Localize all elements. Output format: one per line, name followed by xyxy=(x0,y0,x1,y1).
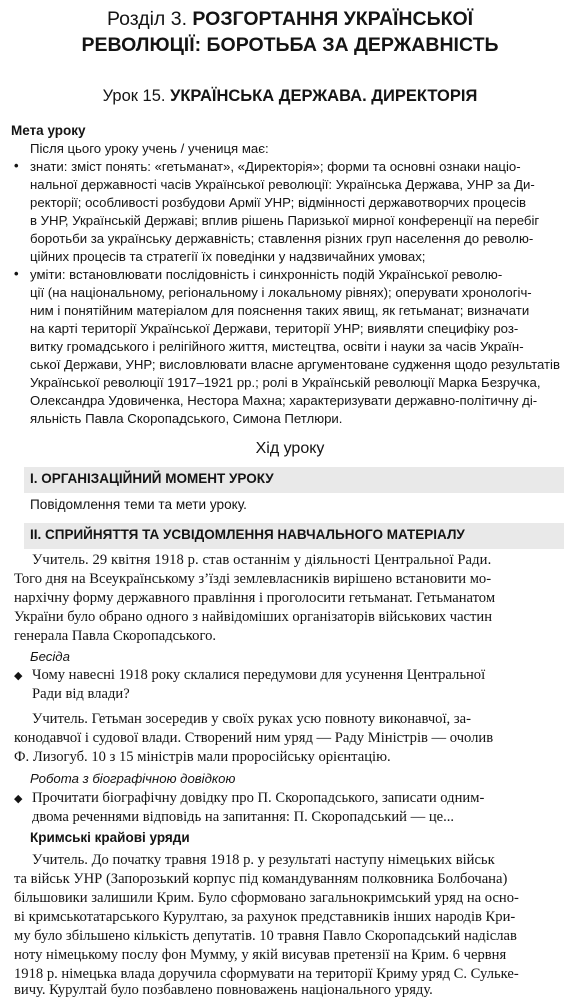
skills-line: яльність Павла Скоропадського, Симона Петлюри. xyxy=(30,411,343,426)
lesson-name: УКРАЇНСЬКА ДЕРЖАВА. ДИРЕКТОРІЯ xyxy=(170,87,478,105)
skills-line: уміти: встановлювати послідовність і синхронність подій Української револю- xyxy=(30,267,503,282)
chapter-title-line1: РОЗГОРТАННЯ УКРАЇНСЬКОЇ xyxy=(192,8,474,30)
bullet-skills: • xyxy=(14,266,19,281)
para-line: та військ УНР (Запорозький корпус під командуванням полковника Болбочана) xyxy=(14,871,508,887)
section1-text: Повідомлення теми та мети уроку. xyxy=(30,497,247,512)
skills-line: на карті території Української Держави, території УНР; виявляти специфіку роз- xyxy=(30,321,519,336)
skills-line: ції (на національному, регіональному і локальному рівнях); оперувати хронологіч- xyxy=(30,285,532,300)
goal-intro: Після цього уроку учень / учениця має: xyxy=(30,141,269,156)
para-line: Учитель. Гетьман зосередив у своїх руках усю повноту виконавчої, за- xyxy=(32,711,471,727)
para-line: України було обрано одного з найвідоміших організаторів військових частин xyxy=(14,609,493,625)
skills-line: витку громадського і релігійного життя, мистецтва, освіти і науки за часів Україн- xyxy=(30,339,524,354)
section2-heading: II. СПРИЙНЯТТЯ ТА УСВІДОМЛЕННЯ НАВЧАЛЬНОГО МАТЕРІАЛУ xyxy=(30,527,465,542)
skills-line: ним і понятійним матеріалом для пояснення таких явищ, як гетьманат; визначати xyxy=(30,303,530,318)
question-line: Чому навесні 1918 року склалися передумови для усунення Центральної xyxy=(32,667,486,683)
para-line: 1918 р. німецька влада доручила сформувати на території Криму уряд С. Сульке- xyxy=(14,966,519,982)
know-line: знати: зміст понять: «гетьманат», «Директорія»; форми та основні ознаки націо- xyxy=(30,159,521,174)
know-line: ційних процесів та стратегії їх поведінки у надзвичайних умовах; xyxy=(30,249,426,264)
para-line: Того дня на Всеукраїнському з’їзді землевласників вирішено встановити мо- xyxy=(14,571,492,587)
know-line: боротьби за українську державність; ставлення різних груп населення до револю- xyxy=(30,231,534,246)
para-line: му було збільшено кількість депутатів. 10 травня Павло Скоропадський надіслав xyxy=(14,928,517,944)
skills-line: Олександра Удовиченка, Нестора Махна; характеризувати державно-політичну ді- xyxy=(30,393,538,408)
know-line: нальної державності часів Української революції: Українська Держава, УНР за Ди- xyxy=(30,177,535,192)
progress-title: Хід уроку xyxy=(255,440,325,457)
conversation-label: Бесіда xyxy=(30,649,70,664)
bio-label: Робота з біографічною довідкою xyxy=(30,771,236,786)
para-line: ноту німецькому послу фон Мумму, у якій висував претензії на Крим. 6 червня xyxy=(14,947,507,963)
skills-line: Української революції 1917–1921 рр.; ролі в Українській революції Марка Безручка, xyxy=(30,375,541,390)
lesson-title xyxy=(0,87,580,106)
para-line: Учитель. 29 квітня 1918 р. став останнім у діяльності Центральної Ради. xyxy=(32,552,492,568)
bio-task-line: двома реченнями відповідь на запитання: П. Скоропадський — це... xyxy=(32,809,455,825)
diamond-bullet-icon: ◆ xyxy=(14,669,23,682)
chapter-title-line2: РЕВОЛЮЦІЇ: БОРОТЬБА ЗА ДЕРЖАВНІСТЬ xyxy=(81,34,499,56)
para-line: генерала Павла Скоропадського. xyxy=(14,628,217,644)
para-line: нархічну форму державного правління і проголосити гетьманат. Гетьманатом xyxy=(14,590,496,606)
para-line: більшовики залишили Крим. Було сформовано загальнокримський уряд на осно- xyxy=(14,890,519,906)
chapter-title-2 xyxy=(0,32,580,58)
diamond-bullet-icon: ◆ xyxy=(14,792,23,805)
lesson-prefix: Урок 15. xyxy=(102,87,166,105)
section1-heading-bar xyxy=(24,467,564,493)
para-line: конодавчої і судової влади. Створений ним уряд — Раду Міністрів — очолив xyxy=(14,730,494,746)
section1-heading: I. ОРГАНІЗАЦІЙНИЙ МОМЕНТ УРОКУ xyxy=(30,471,274,486)
know-line: в УНР, Українській Державі; вплив рішень Паризької мирної конференції на перебіг xyxy=(30,213,540,228)
bio-task-line: Прочитати біографічну довідку про П. Скоропадського, записати одним- xyxy=(32,790,485,806)
para-line: Учитель. До початку травня 1918 р. у результаті наступу німецьких військ xyxy=(32,852,495,868)
para-line: вичу. Курултай було позбавлено повноважень національного уряду. xyxy=(14,982,433,998)
goal-heading: Мета уроку xyxy=(11,123,86,138)
bullet-know: • xyxy=(14,158,19,173)
skills-line: ської Держави, УНР; висловлювати власне аргументоване судження щодо результатів xyxy=(30,357,560,372)
para-line: ві кримськотатарського Курултаю, за рахунок представників інших народів Кри- xyxy=(14,909,516,925)
question-line: Ради від влади? xyxy=(32,686,130,702)
crimea-heading: Кримські крайові уряди xyxy=(30,830,190,845)
para-line: Ф. Лизогуб. 10 з 15 міністрів мали проросійську орієнтацію. xyxy=(14,749,391,765)
know-line: ректорії; особливості розбудови Армії УНР; відмінності державотворчих процесів xyxy=(30,195,527,210)
chapter-title xyxy=(0,6,580,32)
section2-heading-bar xyxy=(24,523,564,549)
chapter-prefix: Розділ 3. xyxy=(106,8,187,30)
